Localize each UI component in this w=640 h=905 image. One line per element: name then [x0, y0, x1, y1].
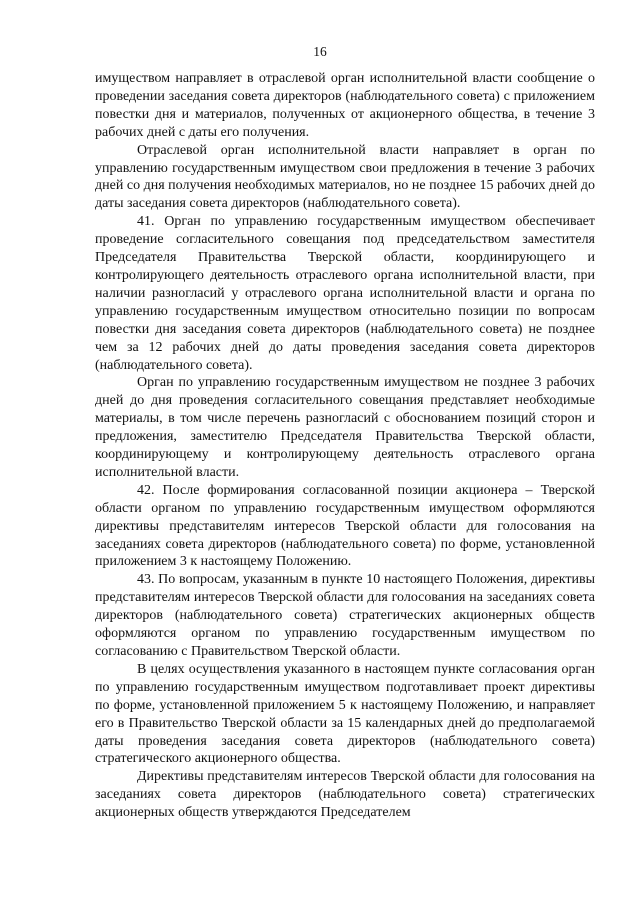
- paragraph-clause-42: 42. После формирования согласованной позиции акционера – Тверской области органом по управлению государственным имуществом оформляются директивы представителям интересов Тверской области для голосования на заседаниях совета директоров (наблюдательного совета) по форме, установленной приложением 3 к настоящему Положению.: [95, 482, 595, 570]
- paragraph: Отраслевой орган исполнительной власти направляет в орган по управлению государственным имуществом свои предложения в течение 3 рабочих дней со дня получения необходимых материалов, но не позднее 15 рабочих дней до даты заседания совета директоров (наблюдательного совета).: [95, 142, 595, 212]
- paragraph-clause-43: 43. По вопросам, указанным в пункте 10 настоящего Положения, директивы представителям интересов Тверской области для голосования на заседаниях совета директоров (наблюдательного совета) стратегических акционерных обществ оформляются органом по управлению государственным имуществом по согласованию с Правительством Тверской области.: [95, 572, 595, 659]
- page-number: 16: [313, 44, 327, 59]
- paragraph: В целях осуществления указанного в настоящем пункте согласования орган по управлению государственным имуществом подготавливает проект директивы по форме, установленной приложением 5 к настоящему Положению, и направляет его в Правительство Тверской области за 15 календарных дней до предполагаемой даты проведения заседания совета директоров (наблюдательного совета) стратегического акционерного общества.: [95, 661, 595, 767]
- document-body: [95, 70, 595, 822]
- paragraph: Орган по управлению государственным имуществом не позднее 3 рабочих дней до дня проведения согласительного совещания представляет необходимые материалы, в том числе перечень разногласий с обоснованием позиций сторон и предложения, заместителю Председателя Правительства Тверской области, координирующему и контролирующему деятельность отраслевого органа исполнительной власти.: [95, 375, 595, 480]
- paragraph-continuation: имуществом направляет в отраслевой орган исполнительной власти сообщение о проведении заседания совета директоров (наблюдательного совета) с приложением повестки дня и материалов, полученных от акционерного общества, в течение 3 рабочих дней с даты его получения.: [95, 71, 595, 140]
- paragraph: Директивы представителям интересов Тверской области для голосования на заседаниях совета директоров (наблюдательного совета) стратегических акционерных обществ утверждаются Председателем: [95, 769, 595, 821]
- paragraph-clause-41: 41. Орган по управлению государственным имуществом обеспечивает проведение согласительного совещания под председательством заместителя Председателя Правительства Тверской области, координирующего и контролирующего деятельность отраслевого органа исполнительной власти, при наличии разногласий у отраслевого органа исполнительной власти и органа по управлению государственным имуществом относительно позиции по вопросам повестки дня заседания совета директоров (наблюдательного совета) не позднее чем за 12 рабочих дней до даты проведения заседания совета директоров (наблюдательного совета).: [95, 214, 595, 373]
